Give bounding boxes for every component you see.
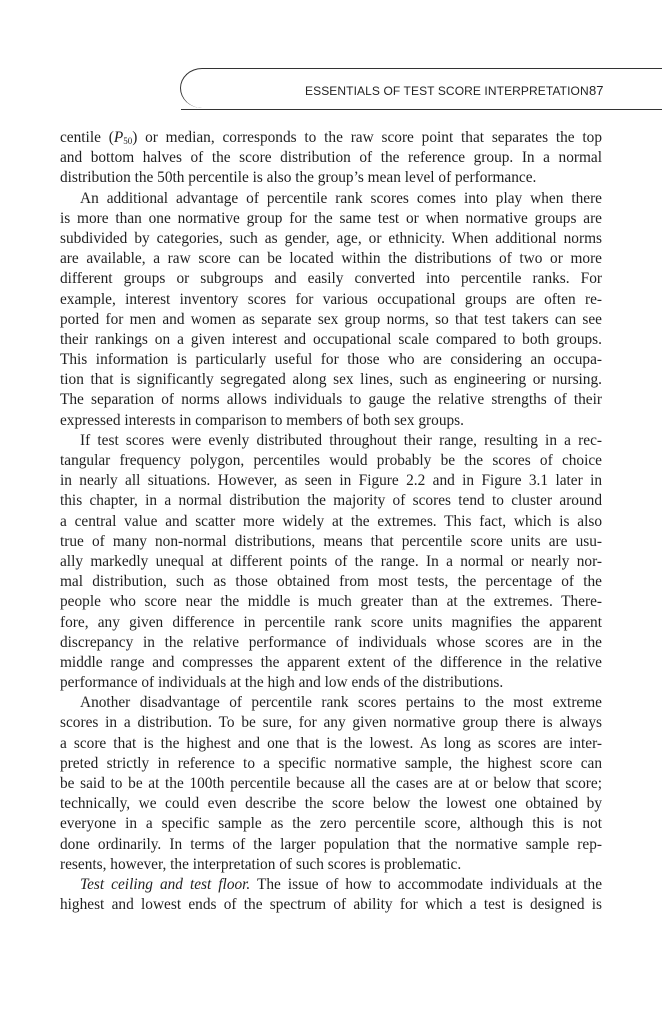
text-line: tion that is significantly segregated along sex lines, such as engineering or nursing. [60, 371, 602, 389]
body-text [60, 128, 602, 915]
text-line: highest and lowest ends of the spectrum of ability for which a test is designed is [60, 896, 602, 914]
text-line: If test scores were evenly distributed throughout their range, resulting in a rec- [80, 431, 602, 449]
text-line: be said to be at the 100th percentile because all the cases are at or below that score; [60, 775, 602, 792]
text-line: different groups or subgroups and easily converted into percentile ranks. For [60, 270, 602, 288]
text-line: This information is particularly useful for those who are considering an occupa- [60, 351, 602, 369]
text-line: The separation of norms allows individuals to gauge the relative strengths of their [60, 391, 602, 409]
text-line: ported for men and women as separate sex group norms, so that test takers can see [60, 310, 602, 328]
run-in-heading: Test ceiling and test floor. [80, 875, 251, 893]
text-line: distribution the 50th percentile is also the group’s mean level of performance. [60, 169, 537, 187]
text-line: scores in a distribution. To be sure, for any given normative group there is always [60, 714, 602, 732]
text-line: ally markedly unequal at different points of the range. In a normal or nearly nor- [60, 552, 602, 570]
text-line: subdivided by categories, such as gender, age, or ethnicity. When additional norms [60, 229, 602, 247]
text-line: their rankings on a given interest and occupational scale compared to both groups. [60, 330, 602, 348]
text-line: tangular frequency polygon, percentiles would probably be the scores of choice [60, 452, 602, 469]
text-line: fore, any given difference in percentile rank score units magnifies the apparent [60, 613, 602, 631]
text-line: are available, a raw score can be located within the distributions of two or more [60, 250, 602, 268]
text-line: middle range and compresses the apparent extent of the difference in the relative [60, 653, 602, 671]
text-line: centile $(P_{50})$ or median, corresponds to the raw score point that separates the top [60, 129, 603, 146]
text-line: everyone in a specific sample as the zero percentile score, although this is not [60, 815, 602, 833]
text-line: discrepancy in the relative performance of individuals whose scores are in the [60, 633, 602, 651]
text-line: An additional advantage of percentile rank scores comes into play when there [80, 189, 602, 207]
text-line: Test ceiling and test floor. The issue of how to accommodate individuals at the [80, 875, 603, 893]
text-line: mal distribution, such as those obtained from most tests, the percentage of the [60, 573, 602, 591]
text-line: true of many non-normal distributions, means that percentile score units are usu- [60, 532, 602, 550]
text-line: in nearly all situations. However, as seen in Figure 2.2 and in Figure 3.1 later in [60, 472, 602, 490]
running-head-title: ESSENTIALS OF TEST SCORE INTERPRETATION [305, 84, 589, 98]
text-line: a central value and scatter more widely at the extremes. This fact, which is also [60, 512, 602, 530]
text-line: done ordinarily. In terms of the larger population that the normative sample rep- [60, 835, 602, 853]
text-line: expressed interests in comparison to members of both sex groups. [60, 411, 464, 429]
text-line: this chapter, in a normal distribution the majority of scores tend to cluster around [60, 492, 602, 510]
text-line: a score that is the highest and one that is the lowest. As long as scores are inter- [60, 734, 602, 752]
running-head [180, 68, 662, 108]
text-line: people who score near the middle is much greater than at the extremes. There- [60, 593, 602, 611]
text-line: resents, however, the interpretation of such scores is problematic. [60, 855, 462, 873]
text-line: and bottom halves of the score distribution of the reference group. In a normal [60, 149, 602, 167]
text-line: example, interest inventory scores for various occupational groups are often re- [60, 290, 602, 308]
page-number: 87 [589, 83, 604, 98]
text-line: performance of individuals at the high and low ends of the distributions. [60, 674, 504, 692]
text-line: Another disadvantage of percentile rank scores pertains to the most extreme [80, 694, 602, 712]
text-line: preted strictly in reference to a specific normative sample, the highest score can [60, 754, 602, 772]
text-line: technically, we could even describe the score below the lowest one obtained by [60, 795, 602, 813]
text-line: is more than one normative group for the same test or when normative groups are [60, 209, 602, 227]
